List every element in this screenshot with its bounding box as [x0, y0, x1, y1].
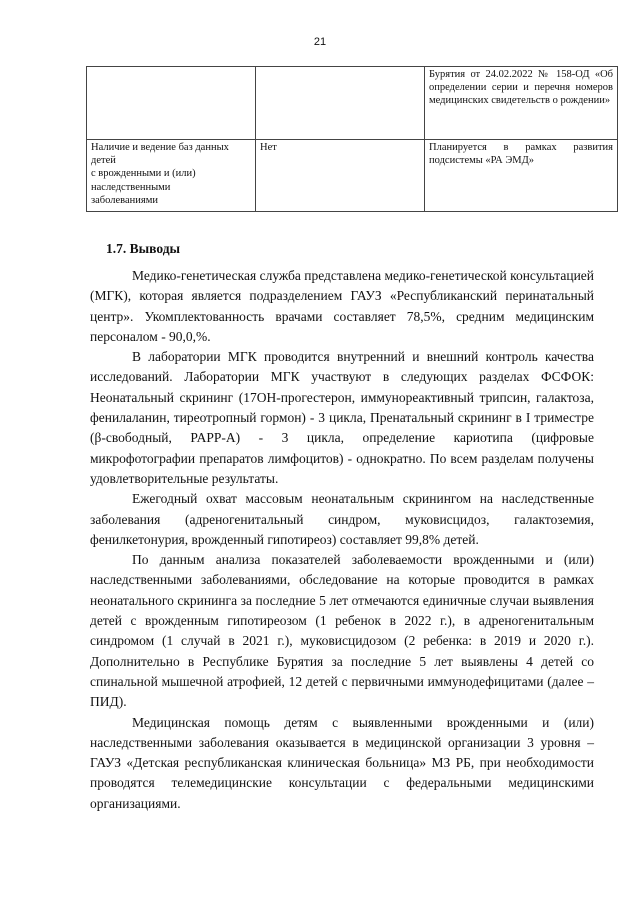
paragraph: Медицинская помощь детям с выявленными врожденными и (или) наследственными заболевания оказывается в медицинской организации 3 уровня – ГАУЗ «Детская республиканская клиническая больница» МЗ РБ, при необходимости проводятся телемедицинские консультации с федеральными медицинскими организациями. — [90, 714, 594, 811]
page-number: 21 — [313, 36, 327, 48]
table-cell: Нет — [256, 140, 425, 212]
table-cell — [87, 140, 256, 212]
data-table — [86, 66, 618, 212]
paragraph: По данным анализа показателей заболеваемости врожденными и (или) наследственными заболеваниями, обследование на которые проводится в рамках неонатального скрининга за последние 5 лет отмечаются единичные случаи выявления детей с врожденным гипотиреозом (1 ребенок в 2022 г.), в адреногенитальным синдромом (1 случай в 2021 г.), муковисцидозом (2 ребенка: в 2019 и 2020 г.). Дополнительно в Республике Бурятия за последние 5 лет выявлены 4 детей со спинальной мышечной атрофией, 12 детей с первичными иммунодефицитами (далее – ПИД). — [90, 552, 594, 710]
cell-line: с врожденными и (или) наследственными — [91, 168, 196, 193]
paragraph: Ежегодный охват массовым неонатальным скринингом на наследственные заболевания (адреногенитальный синдром, муковисцидоз, галактоземия, фенилкетонурия, врожденный гипотиреоз) составляет 99,8% детей. — [90, 491, 594, 547]
table-cell: Бурятия от 24.02.2022 № 158-ОД «Об определении серии и перечня номеров медицинских свидетельств о рождении» — [425, 67, 618, 140]
section-heading: 1.7. Выводы — [106, 241, 181, 256]
table-cell: Планируется в рамках развития подсистемы «РА ЭМД» — [425, 140, 618, 212]
cell-line: заболеваниями — [91, 194, 158, 206]
table-cell — [87, 67, 256, 140]
paragraph: В лаборатории МГК проводится внутренний и внешний контроль качества исследований. Лаборатории МГК участвуют в следующих разделах ФСФОК: Неонатальный скрининг (17ОН-прогестерон, иммунореактивный трипсин, галактоза, фенилаланин, тиреотропный гормон) - 3 цикла, Пренатальный скрининг в I триместре (β-свободный, PAPP-A) - 3 цикла, определение кариотипа (цифровые микрофотографии препаратов лимфоцитов) - однократно. По всем разделам получены удовлетворительные результаты. — [90, 349, 594, 486]
paragraph: Медико-генетическая служба представлена медико-генетической консультацией (МГК), которая является подразделением ГАУЗ «Республиканский перинатальный центр». Укомплектованность врачами составляет 78,5%, средним медицинским персоналом - 90,0,%. — [90, 268, 595, 344]
table-row — [87, 67, 618, 140]
cell-line: Наличие и ведение баз данных детей — [91, 142, 229, 167]
section-body — [90, 266, 594, 814]
table-cell — [256, 67, 425, 140]
table-row — [87, 140, 618, 212]
